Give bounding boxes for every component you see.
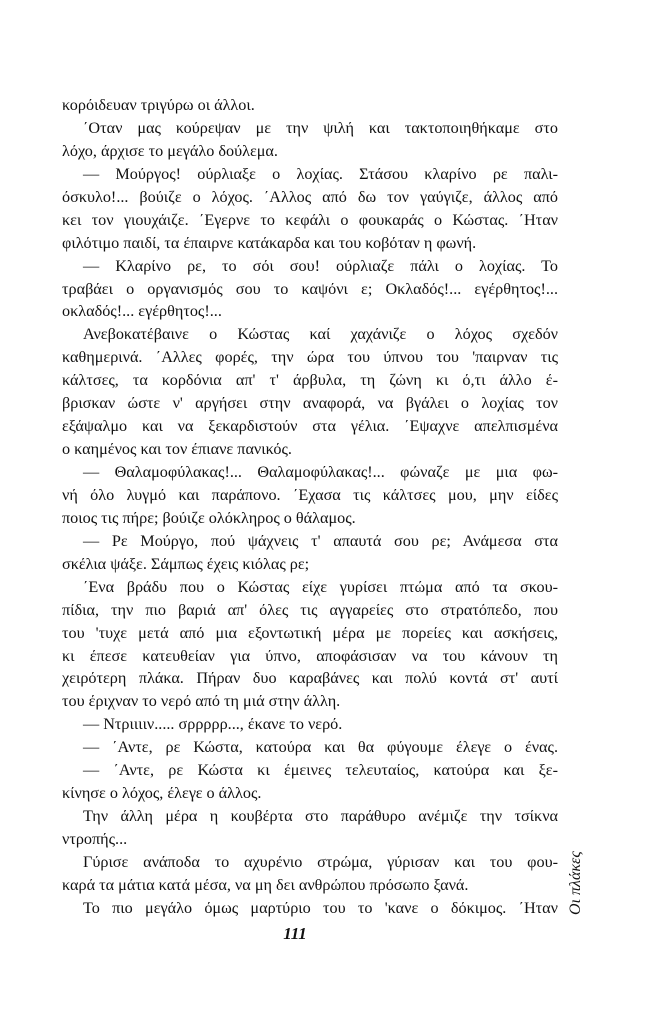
text-line: λόχο, άρχισε το μεγάλο δούλεμα. xyxy=(62,141,278,160)
text-line: καρά τα μάτια κατά μέσα, να μη δει ανθρώπου πρόσωπο ξανά. xyxy=(62,875,469,894)
text-line: — ΄Αντε, ρε Κώστα κι έμεινες τελευταίος, κατούρα και ξε- xyxy=(83,761,558,780)
text-line: — Κλαρίνο ρε, το σόι σου! ούρλιαζε πάλι ο λοχίας. Το xyxy=(83,256,558,275)
text-line: βρισκαν ώστε ν' αργήσει στην αναφορά, να βγάλει ο λοχίας τον xyxy=(62,394,558,413)
text-line: Το πιο μεγάλο όμως μαρτύριο του το 'κανε ο δόκιμος. ΄Ηταν xyxy=(83,898,558,917)
text-line: — Θαλαμοφύλακας!... Θαλαμοφύλακας!... φώναζε με μια φω- xyxy=(83,463,558,481)
text-line: — ΄Αντε, ρε Κώστα, κατούρα και θα φύγουμε έλεγε ο ένας. xyxy=(83,738,558,757)
text-line: όσκυλο!... βούιζε ο λόχος. ΄Αλλος από δω τον γαύγιζε, άλλος από xyxy=(62,187,558,206)
text-line: Ανεβοκατέβαινε ο Κώστας καί χαχάνιζε ο λόχος σχεδόν xyxy=(83,325,558,344)
text-line: Την άλλη μέρα η κουβέρτα στο παράθυρο ανέμιζε την τσίκνα xyxy=(83,807,558,826)
text-line: πίδια, την πιο βαριά απ' όλες τις αγγαρείες στο στρατόπεδο, που xyxy=(62,600,558,619)
text-line: ΄Ενα βράδυ που ο Κώστας είχε γυρίσει πτώμα από τα σκου- xyxy=(83,577,558,596)
running-title: Οι πλάκες xyxy=(567,851,584,915)
body-text xyxy=(62,94,558,920)
page-number: 111 xyxy=(283,924,307,943)
text-line: χειρότερη πλάκα. Πήραν δυο καραβάνες και πολύ κοντά στ' αυτί xyxy=(62,669,558,688)
text-line: ο καημένος και τον έπιανε πανικός. xyxy=(62,440,292,459)
text-line: εξάψαλμο και να ξεκαρδιστούν στα γέλια. ΄Εψαχνε απελπισμένα xyxy=(62,417,558,436)
text-line: κάλτσες, τα κορδόνια απ' τ' άρβυλα, τη ζώνη κι ό,τι άλλο έ- xyxy=(62,371,558,390)
text-line: — Μούργος! ούρλιαξε ο λοχίας. Στάσου κλαρίνο ρε παλι- xyxy=(83,164,558,183)
text-line: κι έπεσε κατευθείαν για ύπνο, αποφάσισαν να του κάνουν τη xyxy=(62,646,558,665)
text-line: ΄Οταν μας κούρεψαν με την ψιλή και τακτοποιηθήκαμε στο xyxy=(83,118,558,137)
text-line: νή όλο λυγμό και παράπονο. ΄Εχασα τις κάλτσες μου, μην είδες xyxy=(62,485,558,504)
text-line: του έριχναν το νερό από τη μιά στην άλλη. xyxy=(62,692,341,711)
text-line: — Ρε Μούργο, πού ψάχνεις τ' απαυτά σου ρε; Ανάμεσα στα xyxy=(83,531,558,550)
text-line: φιλότιμο παιδί, τα έπαιρνε κατάκαρδα και του κοβόταν η φωνή. xyxy=(62,233,477,252)
text-line: καθημερινά. ΄Αλλες φορές, την ώρα του ύπνου του 'παιρναν τις xyxy=(62,348,558,367)
text-line: — Ντριιιιν..... σρρρρρ..., έκανε το νερό. xyxy=(83,715,343,734)
text-line: σκέλια ψάξε. Σάμπως έχεις κιόλας ρε; xyxy=(62,554,310,573)
text-line: του 'τυχε μετά από μια εξοντωτική μέρα με πορείες και ασκήσεις, xyxy=(62,623,558,642)
text-line: ντροπής... xyxy=(62,830,128,848)
text-line: κίνησε ο λόχος, έλεγε ο άλλος. xyxy=(62,784,262,803)
text-line: ποιος τις πήρε; βούιζε ολόκληρος ο θάλαμος. xyxy=(62,508,356,527)
text-line: κορόιδευαν τριγύρω οι άλλοι. xyxy=(62,96,255,114)
text-line: τραβάει ο οργανισμός σου το καψόνι ε; Οκλαδός!... εγέρθητος!... xyxy=(62,279,558,298)
text-line: οκλαδός!... εγέρθητος!... xyxy=(62,302,222,321)
text-line: Γύρισε ανάποδα το αχυρένιο στρώμα, γύρισαν και του φου- xyxy=(83,852,558,871)
text-line: κει τον γιουχάιζε. ΄Εγερνε το κεφάλι ο φουκαράς ο Κώστας. ΄Ηταν xyxy=(62,210,558,229)
